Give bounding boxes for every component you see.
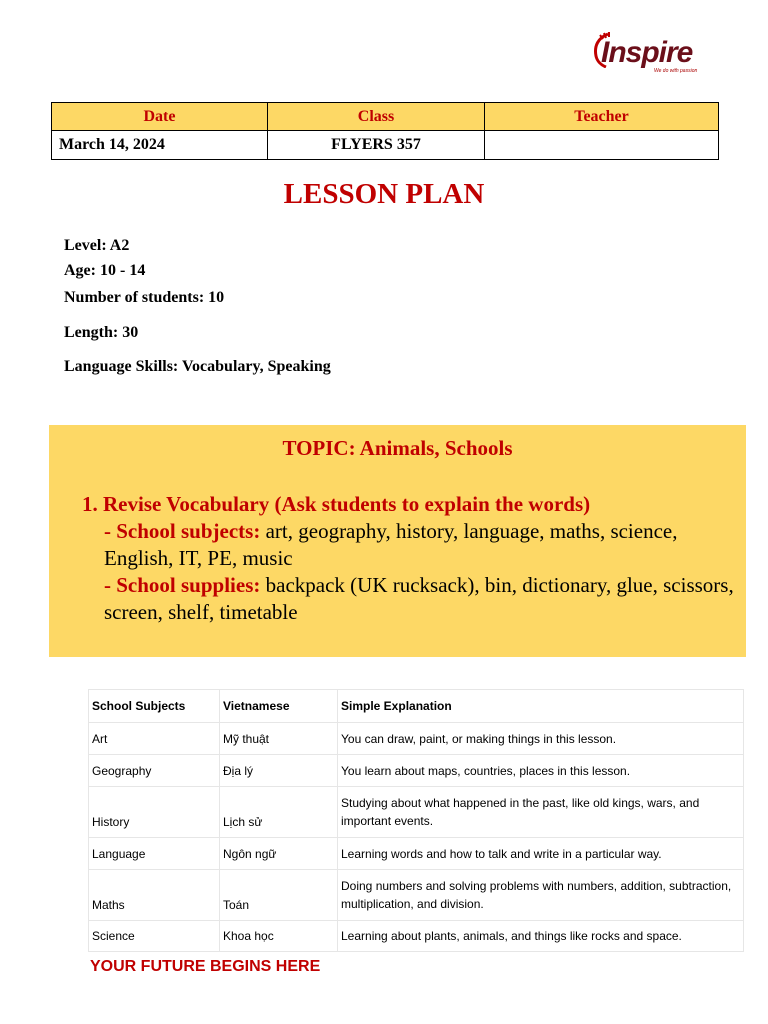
info-date-value: March 14, 2024 [52, 131, 268, 160]
vocab-header-explanation: Simple Explanation [338, 690, 744, 723]
vocab-table [88, 689, 744, 952]
info-class-value: FLYERS 357 [268, 131, 485, 160]
topic-box [49, 425, 746, 657]
topic-item-1 [82, 491, 737, 626]
info-header-class: Class [268, 103, 485, 131]
logo-brand-text: Inspire [601, 36, 693, 69]
vietnamese-cell: Địa lý [220, 755, 338, 787]
lesson-info-table [51, 102, 719, 160]
explanation-cell: Learning words and how to talk and write in a particular way. [338, 838, 744, 870]
subject-cell: Science [89, 921, 220, 952]
info-header-row [52, 103, 719, 131]
table-row [89, 921, 744, 952]
footer-slogan: YOUR FUTURE BEGINS HERE [90, 958, 321, 975]
info-teacher-value [485, 131, 719, 160]
explanation-cell: Studying about what happened in the past, like old kings, wars, and important events. [338, 787, 744, 838]
page-title: LESSON PLAN [283, 178, 485, 210]
vietnamese-cell: Lịch sử [220, 787, 338, 838]
logo-tagline: We do with passion [654, 68, 698, 74]
meta-students: Number of students: 10 [64, 289, 225, 306]
subject-cell: Language [89, 838, 220, 870]
info-value-row [52, 131, 719, 160]
explanation-cell: Learning about plants, animals, and things like rocks and space. [338, 921, 744, 952]
inspire-logo [592, 28, 702, 78]
school-supplies-line [82, 572, 737, 626]
vietnamese-cell: Khoa học [220, 921, 338, 952]
explanation-cell: Doing numbers and solving problems with numbers, addition, subtraction, multiplication, and division. [338, 870, 744, 921]
subject-cell: Maths [89, 870, 220, 921]
subject-cell: History [89, 787, 220, 838]
vietnamese-cell: Mỹ thuật [220, 723, 338, 755]
meta-skills: Language Skills: Vocabulary, Speaking [64, 358, 331, 375]
school-supplies-label: - School supplies: [104, 573, 261, 597]
vocab-header-subject: School Subjects [89, 690, 220, 723]
school-supplies-text: backpack (UK rucksack), bin, dictionary, glue, scissors, screen, shelf, timetable [104, 573, 734, 624]
info-header-date: Date [52, 103, 268, 131]
meta-level: Level: A2 [64, 237, 130, 254]
vietnamese-cell: Ngôn ngữ [220, 838, 338, 870]
topic-item-heading: Revise Vocabulary (Ask students to explain the words) [103, 492, 591, 516]
table-row [89, 870, 744, 921]
topic-item-number: 1. [82, 492, 98, 516]
vocab-header-row [89, 690, 744, 723]
table-row [89, 838, 744, 870]
table-row [89, 755, 744, 787]
subject-cell: Geography [89, 755, 220, 787]
vocab-header-vietnamese: Vietnamese [220, 690, 338, 723]
vietnamese-cell: Toán [220, 870, 338, 921]
school-subjects-text: art, geography, history, language, maths, science, English, IT, PE, music [104, 519, 678, 570]
meta-length: Length: 30 [64, 324, 139, 341]
table-row [89, 723, 744, 755]
meta-age: Age: 10 - 14 [64, 262, 146, 279]
table-row [89, 787, 744, 838]
school-subjects-line [82, 518, 737, 572]
topic-title: TOPIC: Animals, Schools [282, 436, 513, 460]
info-header-teacher: Teacher [485, 103, 719, 131]
explanation-cell: You can draw, paint, or making things in this lesson. [338, 723, 744, 755]
school-subjects-label: - School subjects: [104, 519, 261, 543]
explanation-cell: You learn about maps, countries, places in this lesson. [338, 755, 744, 787]
subject-cell: Art [89, 723, 220, 755]
